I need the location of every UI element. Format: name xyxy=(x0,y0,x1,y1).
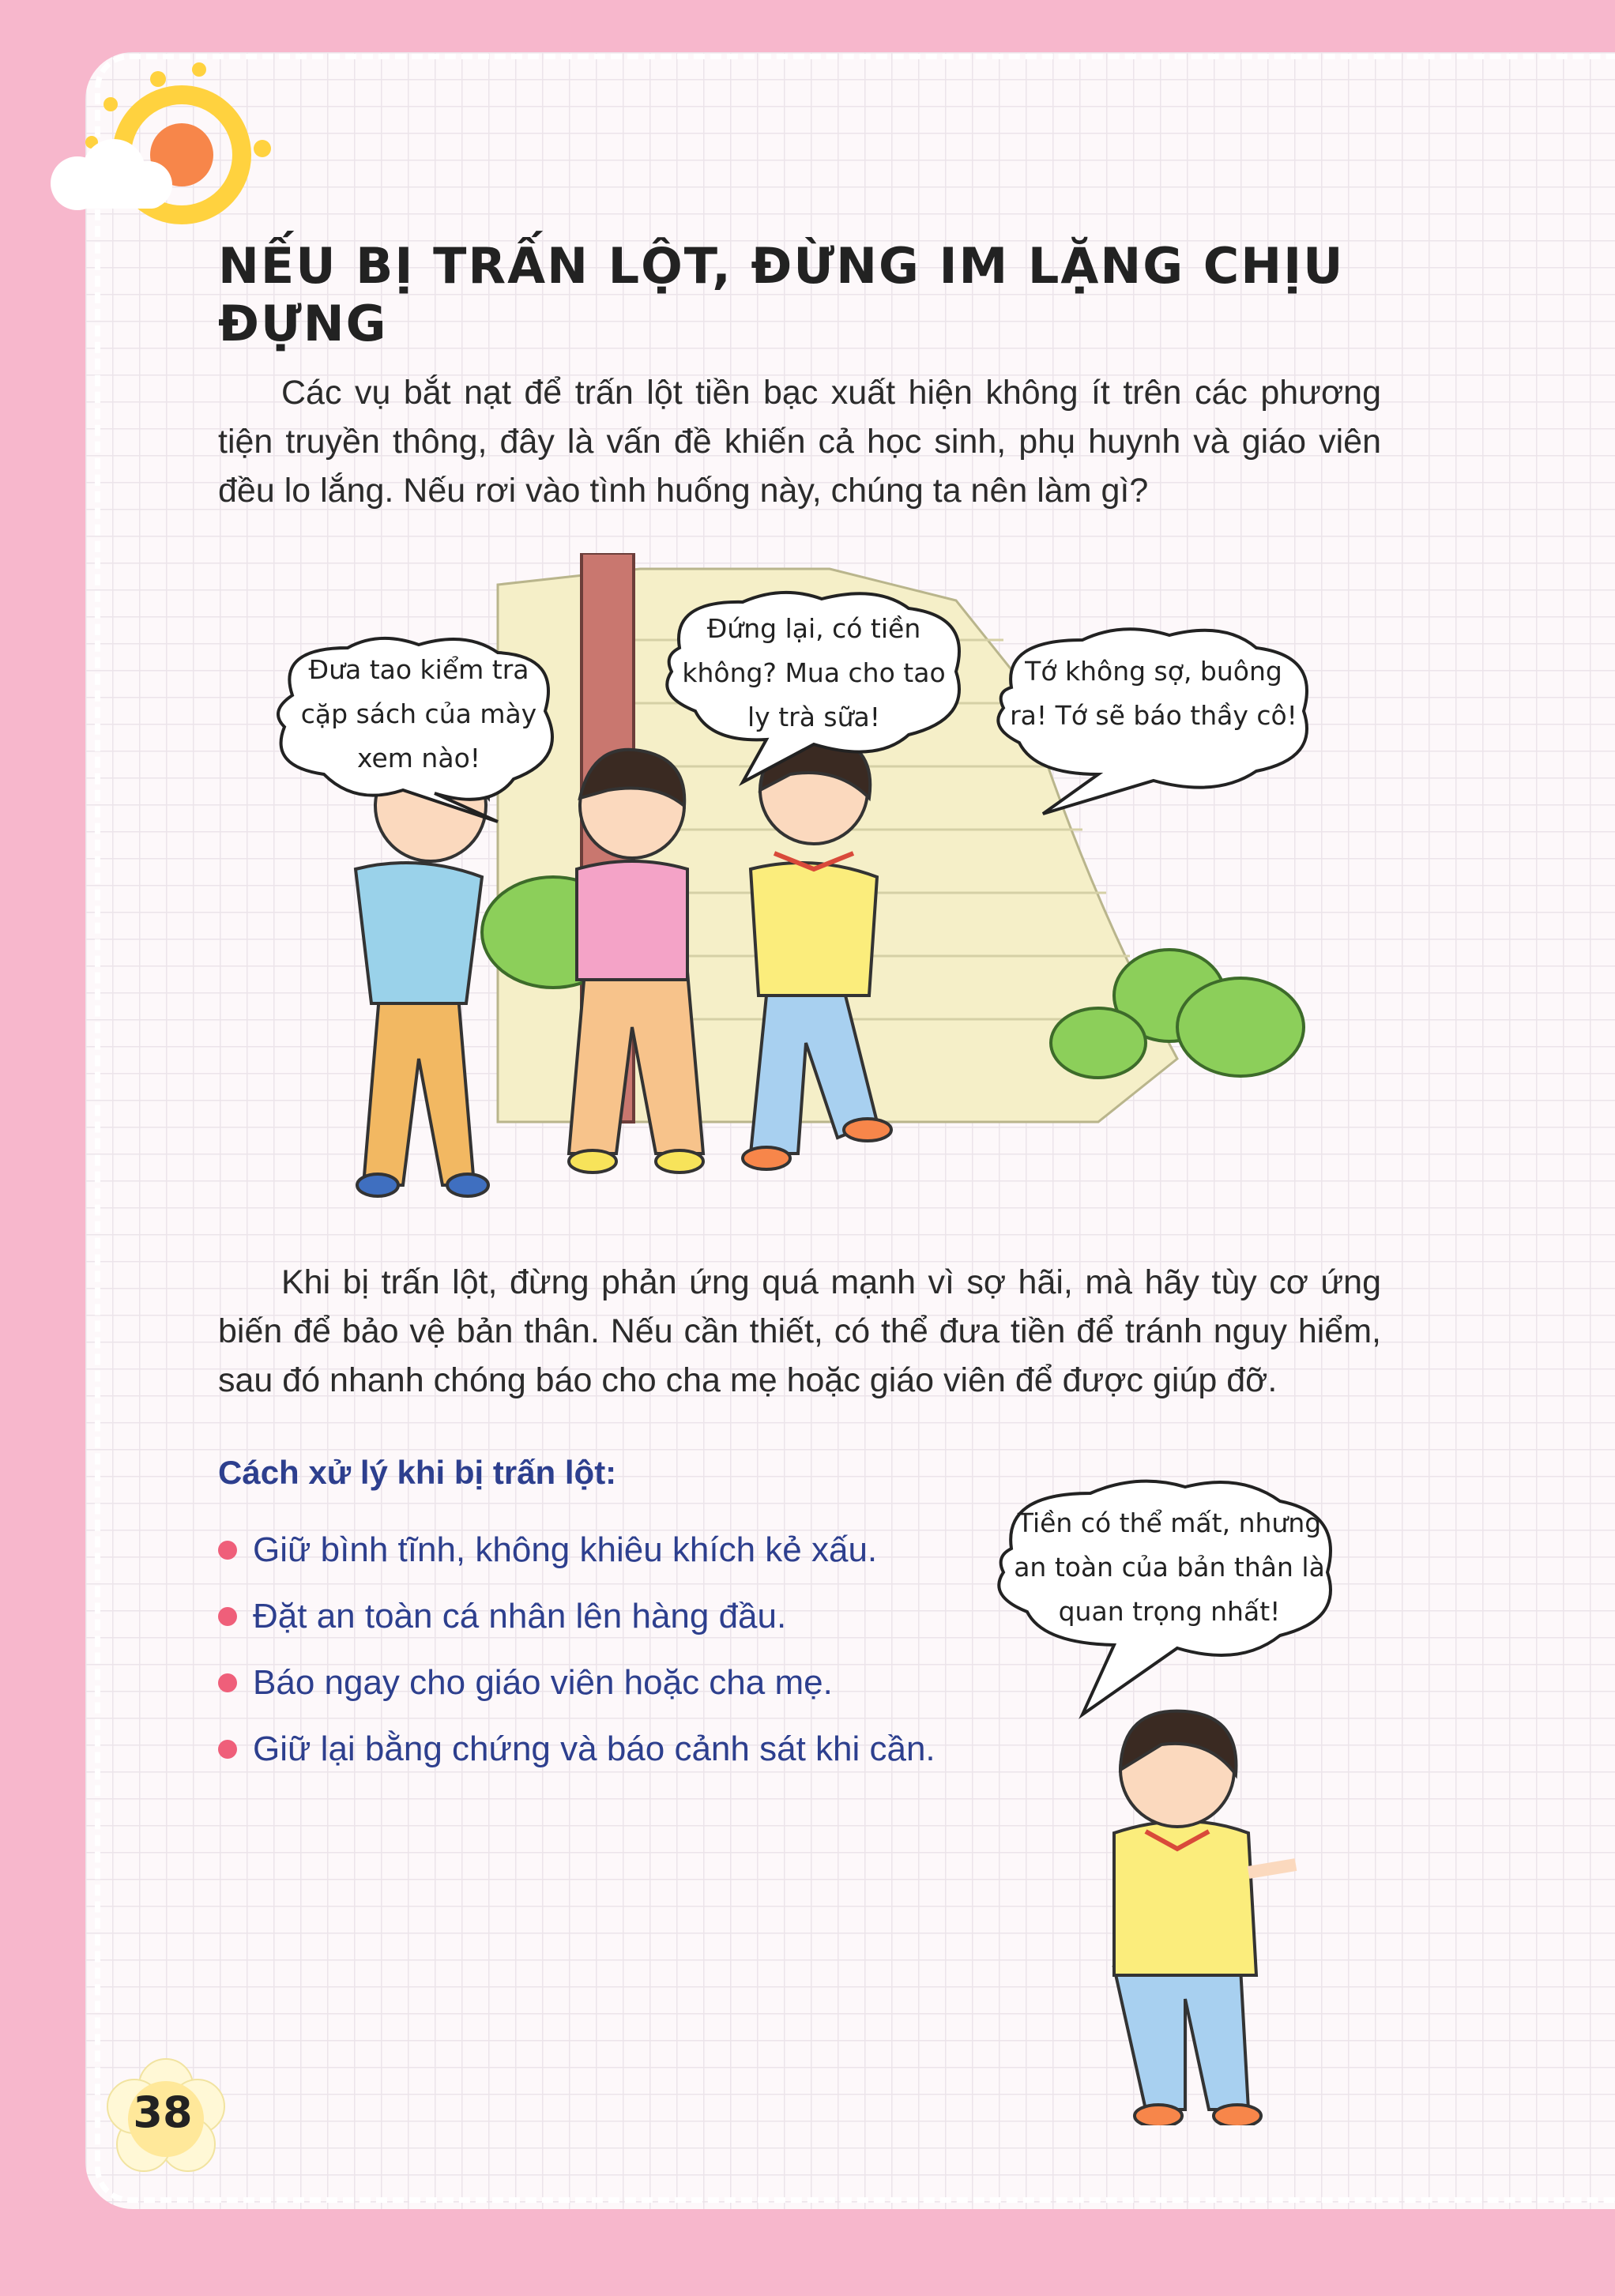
list-item: Báo ngay cho giáo viên hoặc cha mẹ. xyxy=(218,1650,935,1716)
cloud-icon xyxy=(38,134,180,213)
speech-boy-text: Đưa tao kiểm tra cặp sách của mày xem nào! xyxy=(300,654,537,773)
bullet-icon xyxy=(218,1607,237,1626)
bullet-icon xyxy=(218,1673,237,1692)
page-title: NẾU BỊ TRẤN LỘT, ĐỪNG IM LẶNG CHỊU ĐỰNG xyxy=(218,237,1345,352)
speech-brave-girl-text: Tớ không sợ, buông ra! Tớ sẽ báo thầy cô! xyxy=(1010,656,1297,731)
speech-bully-girl-text: Đứng lại, có tiền không? Mua cho tao ly trà sữa! xyxy=(682,613,946,732)
tip-girl-illustration xyxy=(1082,1699,1319,2125)
page-number: 38 xyxy=(133,2087,193,2137)
bullet-icon xyxy=(218,1740,237,1759)
advice-paragraph: Khi bị trấn lột, đừng phản ứng quá mạnh vì sợ hãi, mà hãy tùy cơ ứng biến để bảo vệ bản thân. Nếu cần thiết, có thể đưa tiền để tránh nguy hiểm, sau đó nhanh chóng báo cho cha mẹ hoặc giáo viên để được giúp đỡ. xyxy=(218,1263,1381,1399)
bullet-icon xyxy=(218,1541,237,1560)
tips-list xyxy=(218,1517,935,1782)
intro-paragraph: Các vụ bắt nạt để trấn lột tiền bạc xuất hiện không ít trên các phương tiện truyền thông, đây là vấn đề khiến cả học sinh, phụ huynh và giáo viên đều lo lắng. Nếu rơi vào tình huống này, chúng ta nên làm gì? xyxy=(218,374,1381,510)
list-item: Giữ bình tĩnh, không khiêu khích kẻ xấu. xyxy=(218,1517,935,1583)
speech-tip-girl-text: Tiền có thể mất, nhưng an toàn của bản thân là quan trọng nhất! xyxy=(1014,1507,1325,1627)
list-item: Đặt an toàn cá nhân lên hàng đầu. xyxy=(218,1583,935,1650)
list-item: Giữ lại bằng chứng và báo cảnh sát khi cần. xyxy=(218,1716,935,1782)
tips-heading: Cách xử lý khi bị trấn lột: xyxy=(218,1454,617,1491)
